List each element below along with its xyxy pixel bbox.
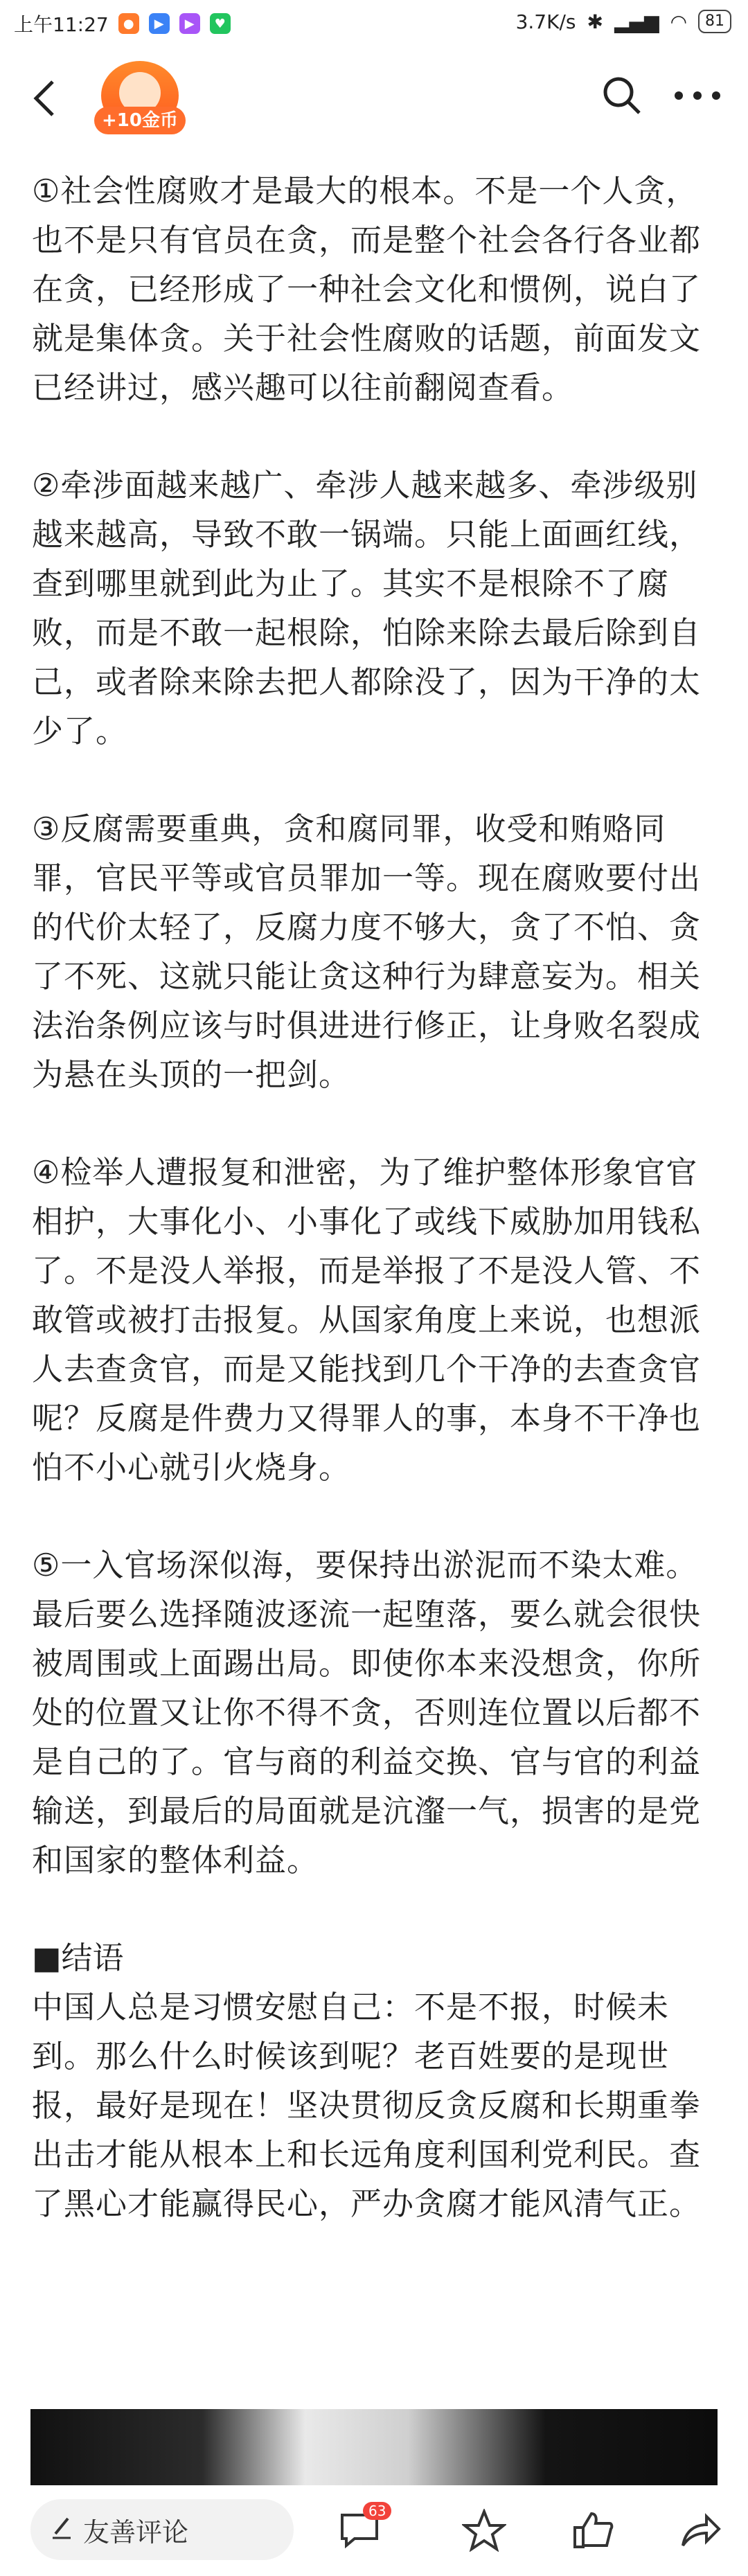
article-paragraph-2: ②牵涉面越来越广、牵涉人越来越多、牵涉级别越来越高，导致不敢一锅端。只能上面画红线，查到哪里就到此为止了。其实不是根除不了腐败，而是不敢一起根除，怕除来除去最后除到自己，或者除来除去把人都除没了，因为干净的太少了。 bbox=[32, 467, 702, 749]
play-app-icon: ▶ bbox=[149, 13, 170, 34]
signal-icon: ▂▄▆ bbox=[614, 10, 659, 33]
battery-indicator: 81 bbox=[698, 10, 731, 33]
search-button[interactable] bbox=[594, 68, 650, 123]
heart-app-icon: ♥ bbox=[210, 13, 231, 34]
article-paragraph-5: ⑤一入官场深似海，要保持出淤泥而不染太难。最后要么选择随波逐流一起堕落，要么就会很快被周围或上面踢出局。即使你本来没想贪，你所处的位置又让你不得不贪，否则连位置以后都不是自己的了。官与商的利益交换、官与官的利益输送，到最后的局面就是沆瀣一气，损害的是党和国家的整体利益。 bbox=[32, 1547, 702, 1878]
share-button[interactable] bbox=[676, 2506, 724, 2555]
conclusion-paragraph: 中国人总是习惯安慰自己：不是不报，时候未到。那么什么时候该到呢？老百姓要的是现世报，最好是现在！坚决贯彻反贪反腐和长期重拳出击才能从根本上和长远角度利国利党利民。查了黑心才能赢得民心，严办贪腐才能风清气正。 bbox=[32, 1989, 702, 2222]
article-paragraph-4: ④检举人遭报复和泄密，为了维护整体形象官官相护，大事化小、小事化了或线下威胁加用钱私了。不是没人举报，而是举报了不是没人管、不敢管或被打击报复。从国家角度上来说，也想派人去查贪官，而是又能找到几个干净的去查贪官呢？反腐是件费力又得罪人的事，本身不干净也怕不小心就引火烧身。 bbox=[32, 1154, 702, 1486]
comments-button[interactable] bbox=[335, 2503, 386, 2555]
more-options-button[interactable] bbox=[666, 68, 729, 123]
article-image[interactable] bbox=[30, 2409, 718, 2485]
status-right bbox=[516, 10, 731, 33]
article-paragraph-1: ①社会性腐败才是最大的根本。不是一个人贪，也不是只有官员在贪，而是整个社会各行各业都在贪，已经形成了一种社会文化和惯例，说白了就是集体贪。关于社会性腐败的话题，前面发文已经讲过，感兴趣可以往前翻阅查看。 bbox=[32, 172, 702, 406]
article-body bbox=[32, 166, 719, 2228]
wifi-icon: ◠ bbox=[670, 10, 687, 33]
like-button[interactable] bbox=[569, 2506, 618, 2555]
comment-count-badge: 63 bbox=[363, 2502, 391, 2520]
coin-reward-badge[interactable] bbox=[94, 61, 186, 141]
search-icon bbox=[600, 74, 643, 117]
status-bar bbox=[0, 0, 748, 54]
article-paragraph-3: ③反腐需要重典，贪和腐同罪，收受和贿赂同罪，官民平等或官员罪加一等。现在腐败要付出的代价太轻了，反腐力度不够大，贪了不怕、贪了不死、这就只能让贪这种行为肆意妄为。相关法治条例应该与时俱进进行修正，让身败名裂成为悬在头顶的一把剑。 bbox=[32, 810, 702, 1093]
coin-label: +10金币 bbox=[94, 107, 186, 134]
app-notification-icon: ● bbox=[118, 13, 139, 34]
star-icon bbox=[462, 2509, 506, 2552]
comment-input[interactable] bbox=[30, 2499, 294, 2560]
favorite-button[interactable] bbox=[460, 2506, 508, 2555]
more-icon bbox=[673, 90, 722, 101]
back-arrow-icon bbox=[32, 78, 57, 119]
network-speed: 3.7K/s bbox=[515, 10, 576, 33]
top-navigation bbox=[0, 54, 748, 144]
share-arrow-icon bbox=[679, 2511, 722, 2550]
status-time: 上午11:27 bbox=[14, 13, 109, 36]
comment-placeholder: 友善评论 bbox=[83, 2516, 189, 2548]
bluetooth-icon: ✱ bbox=[587, 10, 603, 33]
pen-icon bbox=[51, 2514, 72, 2546]
bottom-action-bar bbox=[0, 2485, 748, 2576]
video-app-icon: ▶ bbox=[179, 13, 200, 34]
back-button[interactable] bbox=[24, 71, 65, 126]
thumbs-up-icon bbox=[572, 2510, 615, 2551]
conclusion-heading: ■结语 bbox=[32, 1939, 124, 1976]
status-left bbox=[14, 10, 231, 37]
